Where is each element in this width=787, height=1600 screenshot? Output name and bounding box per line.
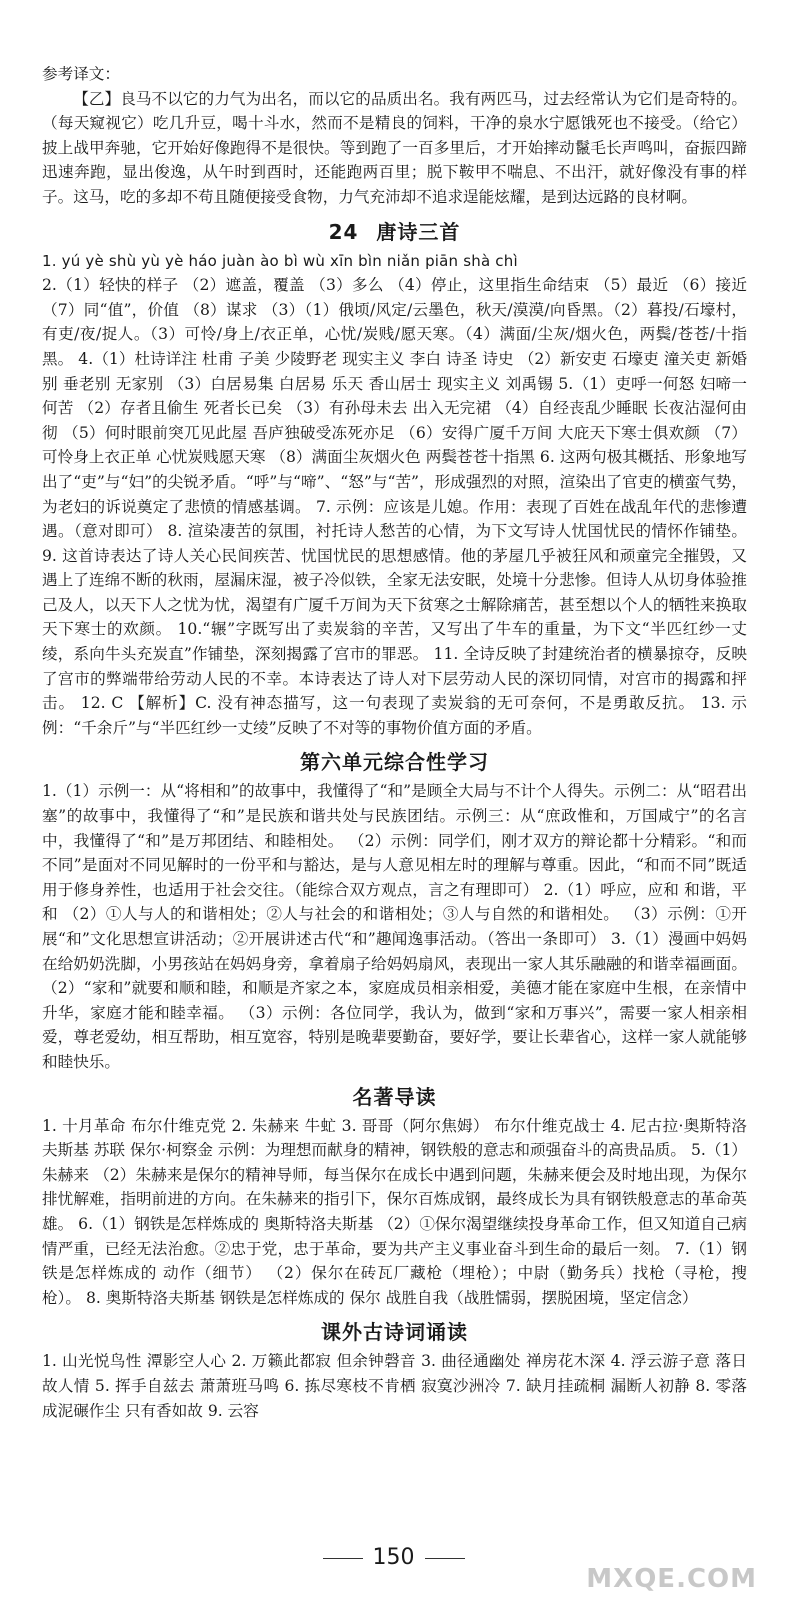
ancient-poetry-heading: 课外古诗词诵读 [321,1320,468,1345]
section-24-heading [42,216,747,245]
page-number: 150 [372,1545,415,1570]
ancient-poetry-answers: 1. 山光悦鸟性 潭影空人心 2. 万籁此都寂 但余钟磬音 3. 曲径通幽处 禅房花木深 4. 浮云游子意 落日故人情 5. 挥手自兹去 萧萧班马鸣 6. 拣尽寒枝不肯栖 寂寞沙洲冷 7. 缺月挂疏桐 漏断人初静 8. 零落成泥碾作尘 只有香如故 9. 云容 [42,1352,747,1420]
pinyin-answers: 1. yú yè shù yù yè háo juàn ào bì wù xīn bìn niǎn piān shà chì [42,251,518,270]
unit6-heading: 第六单元综合性学习 [300,750,489,775]
watermark-logo: MXQE.COM [586,1564,757,1594]
classic-reading-answers: 1. 十月革命 布尔什维克党 2. 朱赫来 牛虻 3. 哥哥（阿尔焦姆） 布尔什维克战士 4. 尼古拉·奥斯特洛夫斯基 苏联 保尔·柯察金 示例：为理想而献身的精神，钢铁般的意志和顽强奋斗的高贵品质。 5.（1）朱赫来 （2）朱赫来是保尔的精神导师，每当保尔在成长中遇到问题，朱赫来便会及时地出现，为保尔排忧解难，指明前进的方向。在朱赫来的指引下，保尔百炼成钢，最终成长为具有钢铁般意志的革命英雄。 6.（1）钢铁是怎样炼成的 奥斯特洛夫斯基 （2）①保尔渴望继续投身革命工作，但又知道自己病情严重，已经无法治愈。②忠于党，忠于革命，要为共产主义事业奋斗到生命的最后一刻。 7.（1）钢铁是怎样炼成的 动作（细节） （2）保尔在砖瓦厂藏枪（埋枪）；中尉（勤务兵）找枪（寻枪，搜枪）。 8. 奥斯特洛夫斯基 钢铁是怎样炼成的 保尔 战胜自我（战胜懦弱，摆脱困境，坚定信念） [42,1116,747,1307]
footer-dash-left [323,1558,363,1559]
unit6-answers: 1.（1）示例一：从“将相和”的故事中，我懂得了“和”是顾全大局与不计个人得失。示例二：从“昭君出塞”的故事中，我懂得了“和”是民族和谐共处与民族团结。示例三：从“庶政惟和，万国咸宁”的名言中，我懂得了“和”是万邦团结、和睦相处。 （2）示例：同学们，刚才双方的辩论都十分精彩。“和而不同”是面对不同见解时的一份平和与豁达，是与人意见相左时的理解与尊重。因此，“和而不同”既适用于修身养性，也适用于社会交往。（能综合双方观点，言之有理即可） 2.（1）呼应，应和 和谐，平和 （2）①人与人的和谐相处；②人与社会的和谐相处；③人与自然的和谐相处。 （3）示例：①开展“和”文化思想宣讲活动；②开展讲述古代“和”趣闻逸事活动。（答出一条即可） 3.（1）漫画中妈妈在给奶奶洗脚，小男孩站在妈妈身旁，拿着扇子给妈妈扇风，表现出一家人其乐融融的和谐幸福画面。 （2）“家和”就要和顺和睦，和顺是齐家之本，家庭成员相亲相爱，美德才能在家庭中生根，在亲情中升华，家庭才能和睦幸福。 （3）示例：各位同学，我认为，做到“家和万事兴”，需要一家人相亲相爱，尊老爱幼，相互帮助，相互宽容，特别是晚辈要勤奋，要好学，要让长辈省心，这样一家人就能够和睦快乐。 [42,782,747,1071]
section-24-answers: 2.（1）轻快的样子 （2）遮盖，覆盖 （3）多么 （4）停止，这里指生命结束 （5）最近 （6）接近 （7）同“值”，价值 （8）谋求 （3）（1）俄顷/风定/云墨色，秋天/漠漠/向昏黑。（2）暮投/石壕村，有吏/夜/捉人。（3）可怜/身上/衣正单，心忧/炭贱/愿天寒。（4）满面/尘灰/烟火色，两鬓/苍苍/十指黑。 4.（1）杜诗详注 杜甫 子美 少陵野老 现实主义 李白 诗圣 诗史 （2）新安吏 石壕吏 潼关吏 新婚别 垂老别 无家别 （3）白居易集 白居易 乐天 香山居士 现实主义 刘禹锡 5.（1）吏呼一何怒 妇啼一何苦 （2）存者且偷生 死者长已矣 （3）有孙母未去 出入无完裙 （4）自经丧乱少睡眠 长夜沾湿何由彻 （5）何时眼前突兀见此屋 吾庐独破受冻死亦足 （6）安得广厦千万间 大庇天下寒士俱欢颜 （7）可怜身上衣正单 心忧炭贱愿天寒 （8）满面尘灰烟火色 两鬓苍苍十指黑 6. 这两句极其概括、形象地写出了“吏”与“妇”的尖锐矛盾。“呼”与“啼”、“怒”与“苦”，形成强烈的对照，渲染出了官吏的横蛮气势，为老妇的诉说奠定了悲愤的情感基调。 7. 示例：应该是儿媳。作用：表现了百姓在战乱年代的悲惨遭遇。（意对即可） 8. 渲染凄苦的氛围，衬托诗人愁苦的心情，为下文写诗人忧国忧民的情怀作铺垫。 9. 这首诗表达了诗人关心民间疾苦、忧国忧民的思想感情。他的茅屋几乎被狂风和顽童完全摧毁，又遇上了连绵不断的秋雨，屋漏床湿，被子冷似铁，全家无法安眠，处境十分悲惨。但诗人从切身体验推己及人，以天下人之忧为忧，渴望有广厦千万间为天下贫寒之士解除痛苦，甚至想以个人的牺牲来换取天下寒士的欢颜。 10.“辗”字既写出了卖炭翁的辛苦，又写出了牛车的重量，为下文“半匹红纱一丈绫，系向牛头充炭直”作铺垫，深刻揭露了宫市的罪恶。 11. 全诗反映了封建统治者的横暴掠夺，反映了宫市的弊端带给劳动人民的不幸。本诗表达了诗人对下层劳动人民的深切同情，对宫市的揭露和抨击。 12. C 【解析】C. 没有神态描写，这一句表现了卖炭翁的无可奈何，不是勇敢反抗。 13. 示例：“千余斤”与“半匹红纱一丈绫”反映了不对等的事物价值方面的矛盾。 [42,276,747,737]
classic-reading-heading: 名著导读 [352,1084,437,1109]
translation-label: 参考译文： [42,65,120,83]
translation-text: 【乙】良马不以它的力气为出名，而以它的品质出名。我有两匹马，过去经常认为它们是奇特的。（每天窥视它）吃几升豆，喝十斗水，然而不是精良的饲料，干净的泉水宁愿饿死也不接受。（给它）披上战甲奔驰，它开始好像跑得不是很快。等到跑了一百多里后，才开始摔动鬣毛长声鸣叫，奋振四蹄迅速奔跑，显出俊逸，从午时到酉时，还能跑两百里；脱下鞍甲不喘息、不出汗，就好像没有事的样子。这马，吃的多却不苟且随便接受食物，力气充沛却不追求逞能炫耀，是到达远路的良材啊。 [42,89,747,206]
footer-dash-right [425,1558,465,1559]
section-number: 24 [328,219,359,244]
section-title: 唐诗三首 [376,219,461,244]
